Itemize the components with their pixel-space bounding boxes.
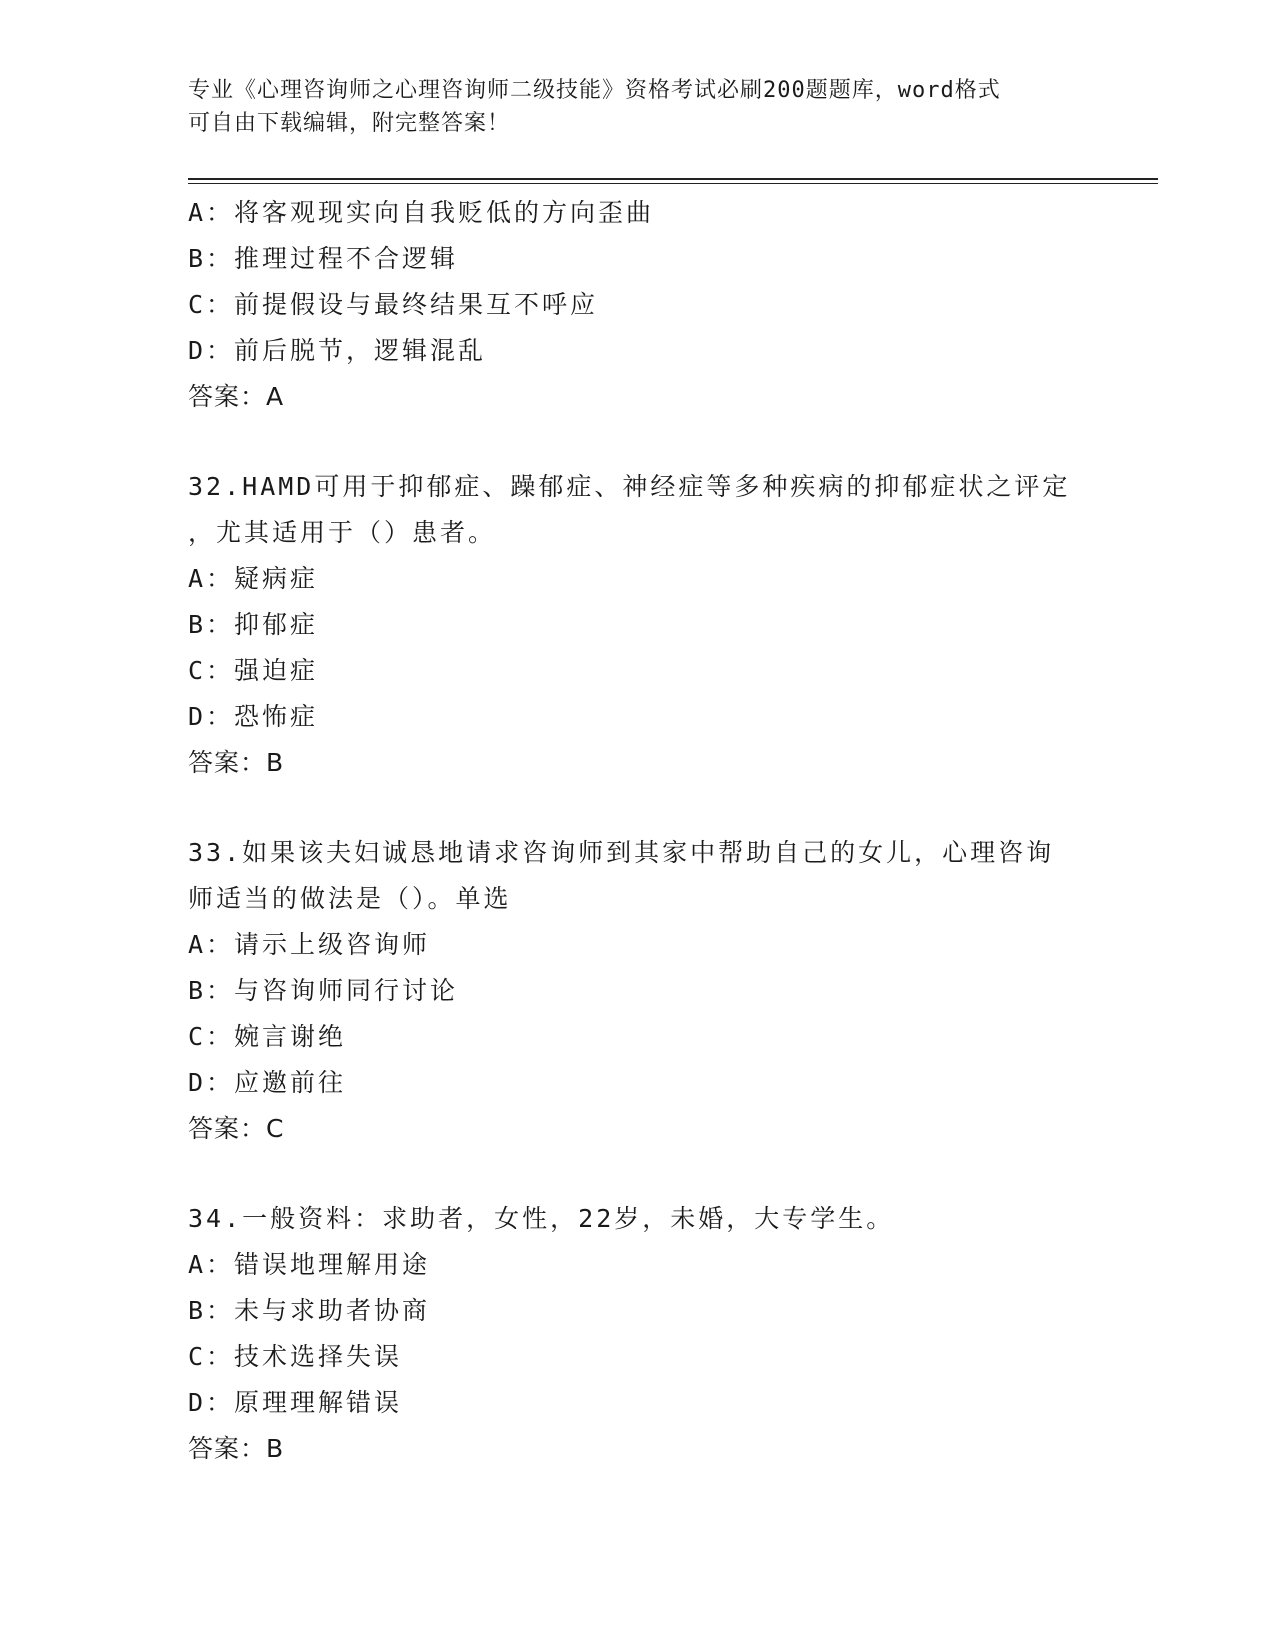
question-stem: 34.一般资料：求助者，女性，22岁，未婚，大专学生。 xyxy=(188,1204,895,1233)
option-d: D：原理理解错误 xyxy=(188,1388,403,1417)
option-b: B：与咨询师同行讨论 xyxy=(188,976,459,1005)
option-c: C：前提假设与最终结果互不呼应 xyxy=(188,290,599,319)
answer-label: 答案：A xyxy=(188,382,285,411)
question-32-block xyxy=(188,464,1088,786)
option-a: A：请示上级咨询师 xyxy=(188,930,431,959)
document-body xyxy=(188,190,1088,1472)
option-b: B：未与求助者协商 xyxy=(188,1296,431,1325)
option-a: A：错误地理解用途 xyxy=(188,1250,431,1279)
question-stem: 32.HAMD可用于抑郁症、躁郁症、神经症等多种疾病的抑郁症状之评定 xyxy=(188,472,1071,501)
answer-label: 答案：B xyxy=(188,1434,285,1463)
question-34-block xyxy=(188,1196,1088,1472)
document-header xyxy=(188,74,1088,140)
option-c: C：技术选择失误 xyxy=(188,1342,403,1371)
question-stem-continued: ，尤其适用于（）患者。 xyxy=(188,518,497,547)
option-b: B：推理过程不合逻辑 xyxy=(188,244,459,273)
option-d: D：应邀前往 xyxy=(188,1068,347,1097)
option-c: C：强迫症 xyxy=(188,656,319,685)
answer-label: 答案：B xyxy=(188,748,285,777)
question-33-block xyxy=(188,830,1088,1152)
option-a: A：疑病症 xyxy=(188,564,319,593)
question-stem: 33.如果该夫妇诚恳地请求咨询师到其家中帮助自己的女儿，心理咨询 xyxy=(188,838,1055,867)
option-d: D：前后脱节，逻辑混乱 xyxy=(188,336,487,365)
header-line-2: 可自由下载编辑，附完整答案！ xyxy=(188,111,511,136)
question-stem-continued: 师适当的做法是（）。单选 xyxy=(188,884,512,913)
option-a: A：将客观现实向自我贬低的方向歪曲 xyxy=(188,198,655,227)
header-divider-thin xyxy=(188,183,1158,184)
answer-label: 答案：C xyxy=(188,1114,285,1143)
option-b: B：抑郁症 xyxy=(188,610,319,639)
header-divider-thick xyxy=(188,178,1158,180)
option-d: D：恐怖症 xyxy=(188,702,319,731)
option-c: C：婉言谢绝 xyxy=(188,1022,347,1051)
header-line-1: 专业《心理咨询师之心理咨询师二级技能》资格考试必刷200题题库，word格式 xyxy=(188,78,1001,103)
question-31-block xyxy=(188,190,1088,420)
